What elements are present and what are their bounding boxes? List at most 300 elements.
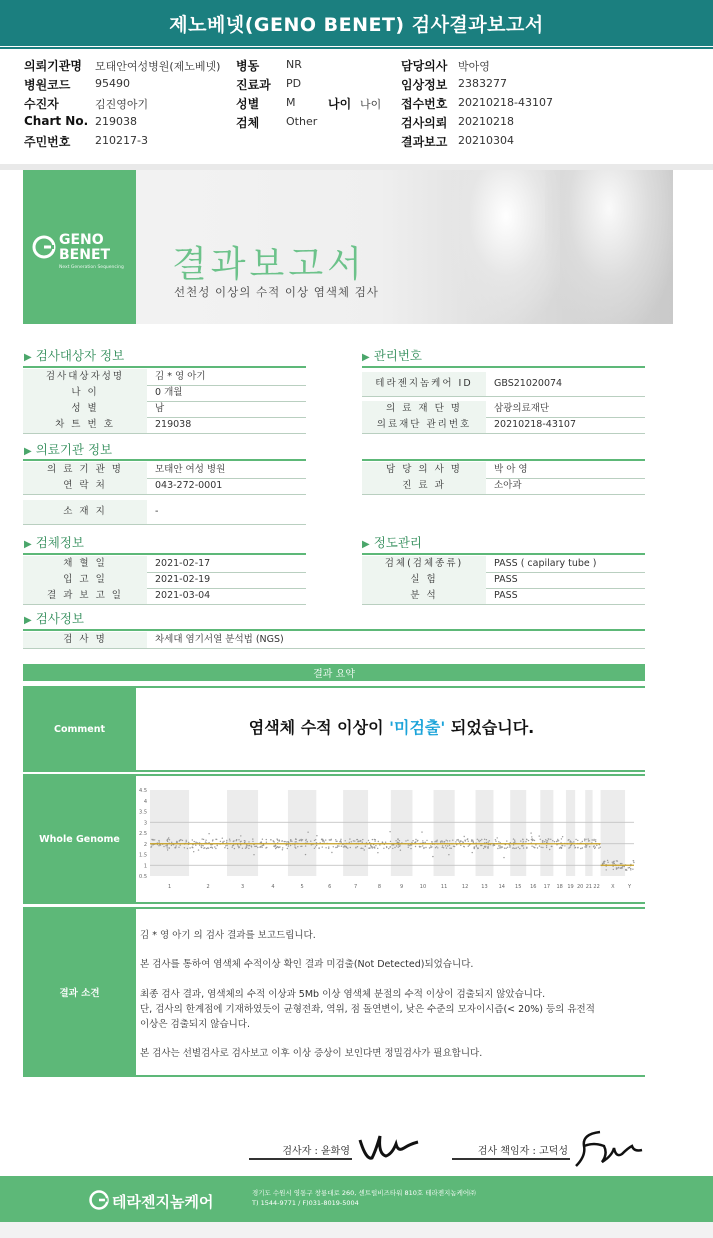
data-point bbox=[443, 847, 444, 848]
data-point bbox=[458, 840, 459, 841]
age-label: 나이 bbox=[328, 97, 352, 111]
table-row bbox=[362, 401, 645, 418]
data-point bbox=[526, 839, 527, 840]
data-point bbox=[262, 845, 263, 846]
data-point bbox=[544, 841, 545, 842]
data-point bbox=[613, 862, 614, 863]
data-point bbox=[167, 847, 168, 848]
data-point bbox=[506, 848, 507, 849]
data-point bbox=[435, 847, 436, 848]
data-point bbox=[589, 846, 590, 847]
data-point bbox=[186, 841, 187, 842]
receipt-label: 접수번호 bbox=[401, 97, 448, 111]
data-point bbox=[202, 838, 203, 839]
x-tick-label: 22 bbox=[593, 884, 600, 890]
data-point bbox=[389, 831, 390, 832]
data-point bbox=[299, 839, 300, 840]
doctor-value: 박아영 bbox=[458, 60, 490, 73]
section-specimen-title: ▶ 검체정보 bbox=[24, 535, 85, 550]
whole-genome-chart bbox=[138, 780, 640, 898]
data-point bbox=[385, 842, 386, 843]
row-key: 분 석 bbox=[362, 588, 486, 604]
data-point bbox=[331, 852, 332, 853]
row-value: PASS ( capilary tube ) bbox=[494, 558, 597, 569]
x-tick-label: 9 bbox=[400, 884, 404, 890]
data-point bbox=[205, 840, 206, 841]
data-point bbox=[347, 847, 348, 848]
x-tick-label: 19 bbox=[567, 884, 574, 890]
data-point bbox=[426, 840, 427, 841]
row-key: 실 험 bbox=[362, 572, 486, 588]
data-point bbox=[551, 846, 552, 847]
data-point bbox=[479, 841, 480, 842]
data-point bbox=[217, 845, 218, 846]
baby-foot-image bbox=[440, 170, 560, 324]
banner-title: 결과보고서 bbox=[172, 244, 366, 285]
data-point bbox=[282, 849, 283, 850]
data-point bbox=[338, 845, 339, 846]
data-point bbox=[286, 841, 287, 842]
data-point bbox=[405, 840, 406, 841]
data-point bbox=[471, 839, 472, 840]
section-subject-title: ▶ 검사대상자 정보 bbox=[24, 348, 125, 363]
data-point bbox=[154, 839, 155, 840]
sex-label: 성별 bbox=[236, 97, 260, 111]
data-point bbox=[378, 841, 379, 842]
data-point bbox=[542, 847, 543, 848]
row-value: GBS21020074 bbox=[494, 378, 563, 389]
data-point bbox=[514, 840, 515, 841]
x-tick-label: 5 bbox=[300, 884, 304, 890]
data-point bbox=[630, 868, 631, 869]
data-point bbox=[278, 847, 279, 848]
data-point bbox=[585, 845, 586, 846]
data-point bbox=[630, 869, 631, 870]
data-point bbox=[449, 845, 450, 846]
data-point bbox=[351, 841, 352, 842]
x-tick-label: 12 bbox=[461, 884, 469, 890]
data-point bbox=[444, 841, 445, 842]
data-point bbox=[542, 842, 543, 843]
data-point bbox=[449, 840, 450, 841]
data-point bbox=[570, 845, 571, 846]
data-point bbox=[503, 857, 504, 858]
data-point bbox=[226, 845, 227, 846]
data-point bbox=[374, 839, 375, 840]
data-point bbox=[187, 848, 188, 849]
data-point bbox=[337, 847, 338, 848]
data-point bbox=[204, 847, 205, 848]
data-point bbox=[360, 841, 361, 842]
data-point bbox=[382, 841, 383, 842]
chart-value: 219038 bbox=[95, 115, 137, 128]
data-point bbox=[446, 847, 447, 848]
y-tick-label: 4.5 bbox=[139, 788, 147, 794]
table-row bbox=[362, 372, 645, 397]
y-tick-label: 0.5 bbox=[139, 874, 147, 880]
data-point bbox=[362, 848, 363, 849]
manager-signature-icon bbox=[570, 1124, 660, 1172]
data-point bbox=[575, 839, 576, 840]
data-point bbox=[561, 838, 562, 839]
row-value: - bbox=[155, 506, 159, 517]
data-point bbox=[225, 845, 226, 846]
data-point bbox=[486, 842, 487, 843]
row-value: 20210218-43107 bbox=[494, 419, 577, 430]
data-point bbox=[585, 839, 586, 840]
data-point bbox=[336, 841, 337, 842]
data-point bbox=[357, 846, 358, 847]
data-point bbox=[194, 841, 195, 842]
data-point bbox=[422, 845, 423, 846]
row-key: 결 과 보 고 일 bbox=[23, 588, 147, 604]
row-value: 2021-02-19 bbox=[155, 574, 211, 585]
data-point bbox=[208, 833, 209, 834]
summary-header: 결과 요약 bbox=[23, 664, 645, 681]
data-point bbox=[484, 847, 485, 848]
data-point bbox=[408, 847, 409, 848]
section-divider bbox=[23, 553, 306, 555]
data-point bbox=[448, 854, 449, 855]
data-point bbox=[301, 840, 302, 841]
data-point bbox=[201, 847, 202, 848]
data-point bbox=[592, 839, 593, 840]
data-point bbox=[372, 839, 373, 840]
data-point bbox=[582, 847, 583, 848]
data-point bbox=[151, 846, 152, 847]
data-point bbox=[349, 838, 350, 839]
row-key: 입 고 일 bbox=[23, 572, 147, 588]
data-point bbox=[476, 845, 477, 846]
row-key: 테라젠지놈케어 ID bbox=[362, 372, 486, 396]
data-point bbox=[484, 839, 485, 840]
data-point bbox=[476, 846, 477, 847]
data-point bbox=[233, 841, 234, 842]
x-tick-label: X bbox=[611, 884, 615, 890]
data-point bbox=[530, 832, 531, 833]
data-point bbox=[205, 841, 206, 842]
section-divider bbox=[362, 553, 645, 555]
data-point bbox=[604, 861, 605, 862]
data-point bbox=[290, 839, 291, 840]
data-point bbox=[486, 839, 487, 840]
clinical-value: 2383277 bbox=[458, 77, 507, 90]
data-point bbox=[593, 846, 594, 847]
data-point bbox=[419, 846, 420, 847]
data-point bbox=[341, 846, 342, 847]
data-point bbox=[456, 839, 457, 840]
data-point bbox=[180, 845, 181, 846]
data-point bbox=[498, 841, 499, 842]
data-point bbox=[501, 846, 502, 847]
data-point bbox=[574, 845, 575, 846]
data-point bbox=[324, 841, 325, 842]
data-point bbox=[525, 841, 526, 842]
row-key: 진 료 과 bbox=[362, 478, 486, 494]
section-divider bbox=[362, 366, 645, 368]
data-point bbox=[214, 846, 215, 847]
data-point bbox=[374, 847, 375, 848]
data-point bbox=[417, 840, 418, 841]
data-point bbox=[412, 840, 413, 841]
data-point bbox=[305, 845, 306, 846]
chromosome-band bbox=[540, 790, 553, 876]
data-point bbox=[596, 845, 597, 846]
y-tick-label: 3 bbox=[143, 820, 147, 827]
data-point bbox=[354, 840, 355, 841]
data-point bbox=[528, 840, 529, 841]
data-point bbox=[445, 845, 446, 846]
data-point bbox=[542, 840, 543, 841]
data-point bbox=[281, 841, 282, 842]
data-point bbox=[349, 842, 350, 843]
row-key: 의 료 재 단 명 bbox=[362, 401, 486, 417]
row-value: 043-272-0001 bbox=[155, 480, 223, 491]
data-point bbox=[633, 860, 634, 861]
data-point bbox=[570, 840, 571, 841]
table-row bbox=[23, 417, 306, 434]
data-point bbox=[315, 846, 316, 847]
data-point bbox=[279, 846, 280, 847]
chromosome-band bbox=[585, 790, 592, 876]
data-point bbox=[478, 840, 479, 841]
data-point bbox=[301, 839, 302, 840]
data-point bbox=[322, 840, 323, 841]
data-point bbox=[222, 841, 223, 842]
header-info bbox=[0, 50, 713, 164]
institution-label: 의뢰기관명 bbox=[24, 59, 82, 73]
section-quality-title: ▶ 정도관리 bbox=[362, 535, 423, 550]
data-point bbox=[252, 841, 253, 842]
data-point bbox=[337, 845, 338, 846]
data-point bbox=[314, 848, 315, 849]
data-point bbox=[333, 846, 334, 847]
data-point bbox=[420, 846, 421, 847]
x-tick-label: 14 bbox=[498, 884, 506, 890]
data-point bbox=[240, 844, 241, 845]
data-point bbox=[251, 846, 252, 847]
data-point bbox=[516, 847, 517, 848]
data-point bbox=[249, 845, 250, 846]
row-key: 의료재단 관리번호 bbox=[362, 417, 486, 433]
data-point bbox=[386, 846, 387, 847]
table-row bbox=[362, 588, 645, 605]
data-point bbox=[321, 839, 322, 840]
data-point bbox=[582, 841, 583, 842]
table-row bbox=[23, 572, 306, 589]
data-point bbox=[277, 839, 278, 840]
data-point bbox=[460, 845, 461, 846]
data-point bbox=[540, 839, 541, 840]
section-divider bbox=[23, 459, 306, 461]
data-point bbox=[552, 840, 553, 841]
chromosome-band bbox=[510, 790, 526, 876]
data-point bbox=[629, 867, 630, 868]
banner-subtitle: 선천성 이상의 수적 이상 염색체 검사 bbox=[174, 285, 379, 299]
data-point bbox=[473, 842, 474, 843]
data-point bbox=[617, 860, 618, 861]
data-point bbox=[179, 840, 180, 841]
data-point bbox=[584, 839, 585, 840]
data-point bbox=[488, 847, 489, 848]
baby-foot-image bbox=[545, 170, 673, 324]
data-point bbox=[554, 841, 555, 842]
data-point bbox=[423, 848, 424, 849]
receipt-value: 20210218-43107 bbox=[458, 96, 553, 109]
data-point bbox=[509, 846, 510, 847]
row-key: 채 혈 일 bbox=[23, 556, 147, 572]
data-point bbox=[455, 841, 456, 842]
institution-value: 모태안여성병원(제노베넷) bbox=[95, 60, 221, 73]
data-point bbox=[290, 845, 291, 846]
data-point bbox=[311, 844, 312, 845]
section-divider bbox=[23, 629, 645, 631]
data-point bbox=[375, 845, 376, 846]
data-point bbox=[184, 847, 185, 848]
data-point bbox=[499, 845, 500, 846]
chromosome-band bbox=[288, 790, 316, 876]
data-point bbox=[548, 838, 549, 839]
data-point bbox=[193, 851, 194, 852]
table-row bbox=[23, 401, 306, 418]
data-point bbox=[585, 847, 586, 848]
data-point bbox=[383, 848, 384, 849]
data-point bbox=[345, 840, 346, 841]
data-point bbox=[497, 848, 498, 849]
data-point bbox=[564, 845, 565, 846]
chromosome-band bbox=[391, 790, 413, 876]
data-point bbox=[617, 867, 618, 868]
data-point bbox=[447, 840, 448, 841]
data-point bbox=[316, 845, 317, 846]
data-point bbox=[468, 846, 469, 847]
data-point bbox=[593, 840, 594, 841]
data-point bbox=[344, 846, 345, 847]
data-point bbox=[533, 846, 534, 847]
data-point bbox=[238, 847, 239, 848]
data-point bbox=[464, 836, 465, 837]
sex-value: M bbox=[286, 96, 296, 109]
data-point bbox=[167, 841, 168, 842]
data-point bbox=[295, 841, 296, 842]
data-point bbox=[513, 842, 514, 843]
data-point bbox=[254, 846, 255, 847]
section-divider bbox=[362, 459, 645, 461]
data-point bbox=[513, 844, 514, 845]
x-tick-label: 16 bbox=[530, 884, 537, 890]
data-point bbox=[369, 848, 370, 849]
data-point bbox=[628, 867, 629, 868]
data-point bbox=[325, 847, 326, 848]
data-point bbox=[584, 840, 585, 841]
data-point bbox=[247, 845, 248, 846]
data-point bbox=[253, 854, 254, 855]
section-test-title: ▶ 검사정보 bbox=[24, 611, 85, 626]
data-point bbox=[151, 844, 152, 845]
report-date-value: 20210304 bbox=[458, 134, 514, 147]
data-point bbox=[294, 844, 295, 845]
data-point bbox=[379, 844, 380, 845]
row-key: 차 트 번 호 bbox=[23, 417, 147, 433]
table-row bbox=[362, 417, 645, 434]
data-point bbox=[248, 848, 249, 849]
data-point bbox=[549, 849, 550, 850]
data-point bbox=[244, 840, 245, 841]
data-point bbox=[314, 840, 315, 841]
data-point bbox=[340, 839, 341, 840]
data-point bbox=[531, 836, 532, 837]
data-point bbox=[168, 837, 169, 838]
finding-line: 이상은 검출되지 않습니다. bbox=[140, 1019, 251, 1030]
data-point bbox=[365, 846, 366, 847]
data-point bbox=[307, 841, 308, 842]
chromosome-band bbox=[476, 790, 494, 876]
data-point bbox=[575, 847, 576, 848]
finding-line: 김 * 영 아기 의 검사 결과를 보고드립니다. bbox=[140, 930, 316, 941]
row-value: 모태안 여성 병원 bbox=[155, 464, 226, 475]
data-point bbox=[389, 846, 390, 847]
hospital-code-label: 병원코드 bbox=[24, 78, 71, 92]
data-point bbox=[273, 840, 274, 841]
data-point bbox=[350, 847, 351, 848]
data-point bbox=[546, 845, 547, 846]
data-point bbox=[537, 847, 538, 848]
data-point bbox=[158, 845, 159, 846]
row-key: 성 별 bbox=[23, 401, 147, 417]
data-point bbox=[632, 869, 633, 870]
data-point bbox=[322, 846, 323, 847]
table-row bbox=[23, 500, 306, 525]
data-point bbox=[526, 848, 527, 849]
y-tick-label: 1 bbox=[143, 863, 147, 870]
row-value: PASS bbox=[494, 590, 518, 601]
data-point bbox=[532, 838, 533, 839]
data-point bbox=[522, 839, 523, 840]
data-point bbox=[174, 847, 175, 848]
data-point bbox=[614, 863, 615, 864]
request-value: 20210218 bbox=[458, 115, 514, 128]
row-key: 나 이 bbox=[23, 385, 147, 401]
data-point bbox=[607, 862, 608, 863]
data-point bbox=[364, 849, 365, 850]
data-point bbox=[620, 867, 621, 868]
data-point bbox=[442, 847, 443, 848]
data-point bbox=[310, 841, 311, 842]
data-point bbox=[547, 840, 548, 841]
data-point bbox=[446, 840, 447, 841]
data-point bbox=[520, 840, 521, 841]
data-point bbox=[545, 839, 546, 840]
data-point bbox=[325, 839, 326, 840]
data-point bbox=[562, 836, 563, 837]
not-detected-highlight: '미검출' bbox=[389, 718, 446, 737]
data-point bbox=[499, 847, 500, 848]
data-point bbox=[328, 848, 329, 849]
data-point bbox=[284, 841, 285, 842]
data-point bbox=[594, 848, 595, 849]
data-point bbox=[521, 845, 522, 846]
data-point bbox=[377, 848, 378, 849]
data-point bbox=[471, 840, 472, 841]
data-point bbox=[167, 849, 168, 850]
row-value: 김 * 영 아기 bbox=[155, 371, 206, 382]
data-point bbox=[577, 840, 578, 841]
data-point bbox=[262, 839, 263, 840]
data-point bbox=[195, 845, 196, 846]
data-point bbox=[206, 848, 207, 849]
age-value: 나이 bbox=[360, 98, 382, 111]
data-point bbox=[232, 847, 233, 848]
